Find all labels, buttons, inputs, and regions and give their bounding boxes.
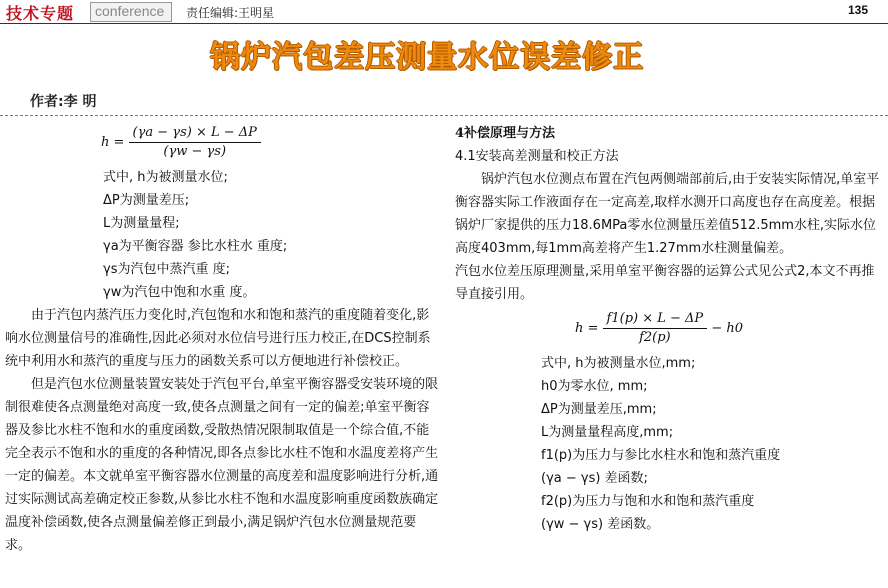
section-subtag: conference <box>95 3 165 19</box>
subsection-heading: 4.1安装高差测量和校正方法 <box>455 149 619 164</box>
body-paragraph: 但是汽包水位测量装置安装处于汽包平台,单室平衡容器受安装环境的限制很难使各点测量绝对高度一致,使各点测量之间有一定的偏差;单室平衡容器及参比水柱不饱和水的重度函数,受散热情况限制取值是一个综合值,不能完全表示不饱和水的重度的各种情况,即各点参比水柱不饱和水温度差将产生一定的偏差。本文就单室平衡容器水位测量的高度差和温度影响进行分析,通过实际测试高差确定校正参数,从参比水柱不饱和水温度影响重度函数族确定温度补偿函数,使各点测量偏差修正到最小,满足锅炉汽包水位测量规范要求。 <box>5 377 439 553</box>
article-author: 作者:李 明 <box>30 94 97 110</box>
body-paragraph: 由于汽包内蒸汽压力变化时,汽包饱和水和饱和蒸汽的重度随着变化,影响水位测量信号的准确性,因此必须对水位信号进行压力校正,在DCS控制系统中利用水和蒸汽的重度与压力的函数关系可以方便地进行补偿校正。 <box>5 308 431 369</box>
definition-line: ΔP为测量差压,mm; <box>541 402 657 417</box>
article-title: 锅炉汽包差压测量水位误差修正 <box>210 40 644 75</box>
formula-2-numerator: f1(p) × L − ΔP <box>603 310 708 329</box>
formula-2-tail: − h0 <box>711 321 743 336</box>
page-number: 135 <box>848 3 869 17</box>
header-rule <box>0 23 888 24</box>
definition-line: (γa − γs) 差函数; <box>541 471 648 486</box>
formula-2-lhs: h = <box>575 321 599 336</box>
body-paragraph: 锅炉汽包水位测点布置在汽包两侧端部前后,由于安装实际情况,单室平衡容器实际工作液面存在一定高差,取样水测开口高度也存在高度差。根据锅炉厂家提供的压力18.6MPa零水位测量压差值512.5mm水柱,实际水位高度403mm,每1mm高差将产生1.27mm水柱测量偏差。 <box>455 172 880 256</box>
definition-line: γs为汽包中蒸汽重 度; <box>103 262 230 277</box>
definition-line: ΔP为测量差压; <box>103 193 190 208</box>
definition-line: (γw − γs) 差函数。 <box>541 517 660 532</box>
definition-line: 式中, h为被测量水位,mm; <box>541 356 696 371</box>
left-column <box>5 120 441 557</box>
formula-1-numerator: (γa − γs) × L − ΔP <box>129 124 261 143</box>
definition-line: L为测量量程; <box>103 216 180 231</box>
definition-line: h0为零水位, mm; <box>541 379 648 394</box>
formula-1-denominator: (γw − γs) <box>163 144 227 159</box>
formula-1 <box>5 120 441 166</box>
section-tag: 技术专题 <box>6 4 75 23</box>
definition-line: γa为平衡容器 参比水柱水 重度; <box>103 239 288 254</box>
definition-line: f2(p)为压力与饱和水和饱和蒸汽重度 <box>541 494 755 509</box>
author-divider <box>0 115 888 116</box>
formula-1-fraction <box>129 124 261 161</box>
definition-line: γw为汽包中饱和水重 度。 <box>103 285 256 300</box>
right-column <box>455 120 885 536</box>
definition-line: f1(p)为压力与参比水柱水和饱和蒸汽重度 <box>541 448 781 463</box>
editor-credit: 责任编辑:王明星 <box>186 6 275 20</box>
formula-2-fraction <box>603 310 708 347</box>
body-paragraph: 汽包水位差压原理测量,采用单室平衡容器的运算公式见公式2,本文不再推导直接引用。 <box>455 264 875 302</box>
page-header <box>0 0 888 24</box>
formula-2 <box>455 306 885 352</box>
section-heading: 4补偿原理与方法 <box>455 126 556 141</box>
definition-line: L为测量量程高度,mm; <box>541 425 674 440</box>
formula-1-lhs: h = <box>101 135 125 150</box>
formula-2-denominator: f2(p) <box>639 330 671 345</box>
definition-line: 式中, h为被测量水位; <box>103 170 228 185</box>
